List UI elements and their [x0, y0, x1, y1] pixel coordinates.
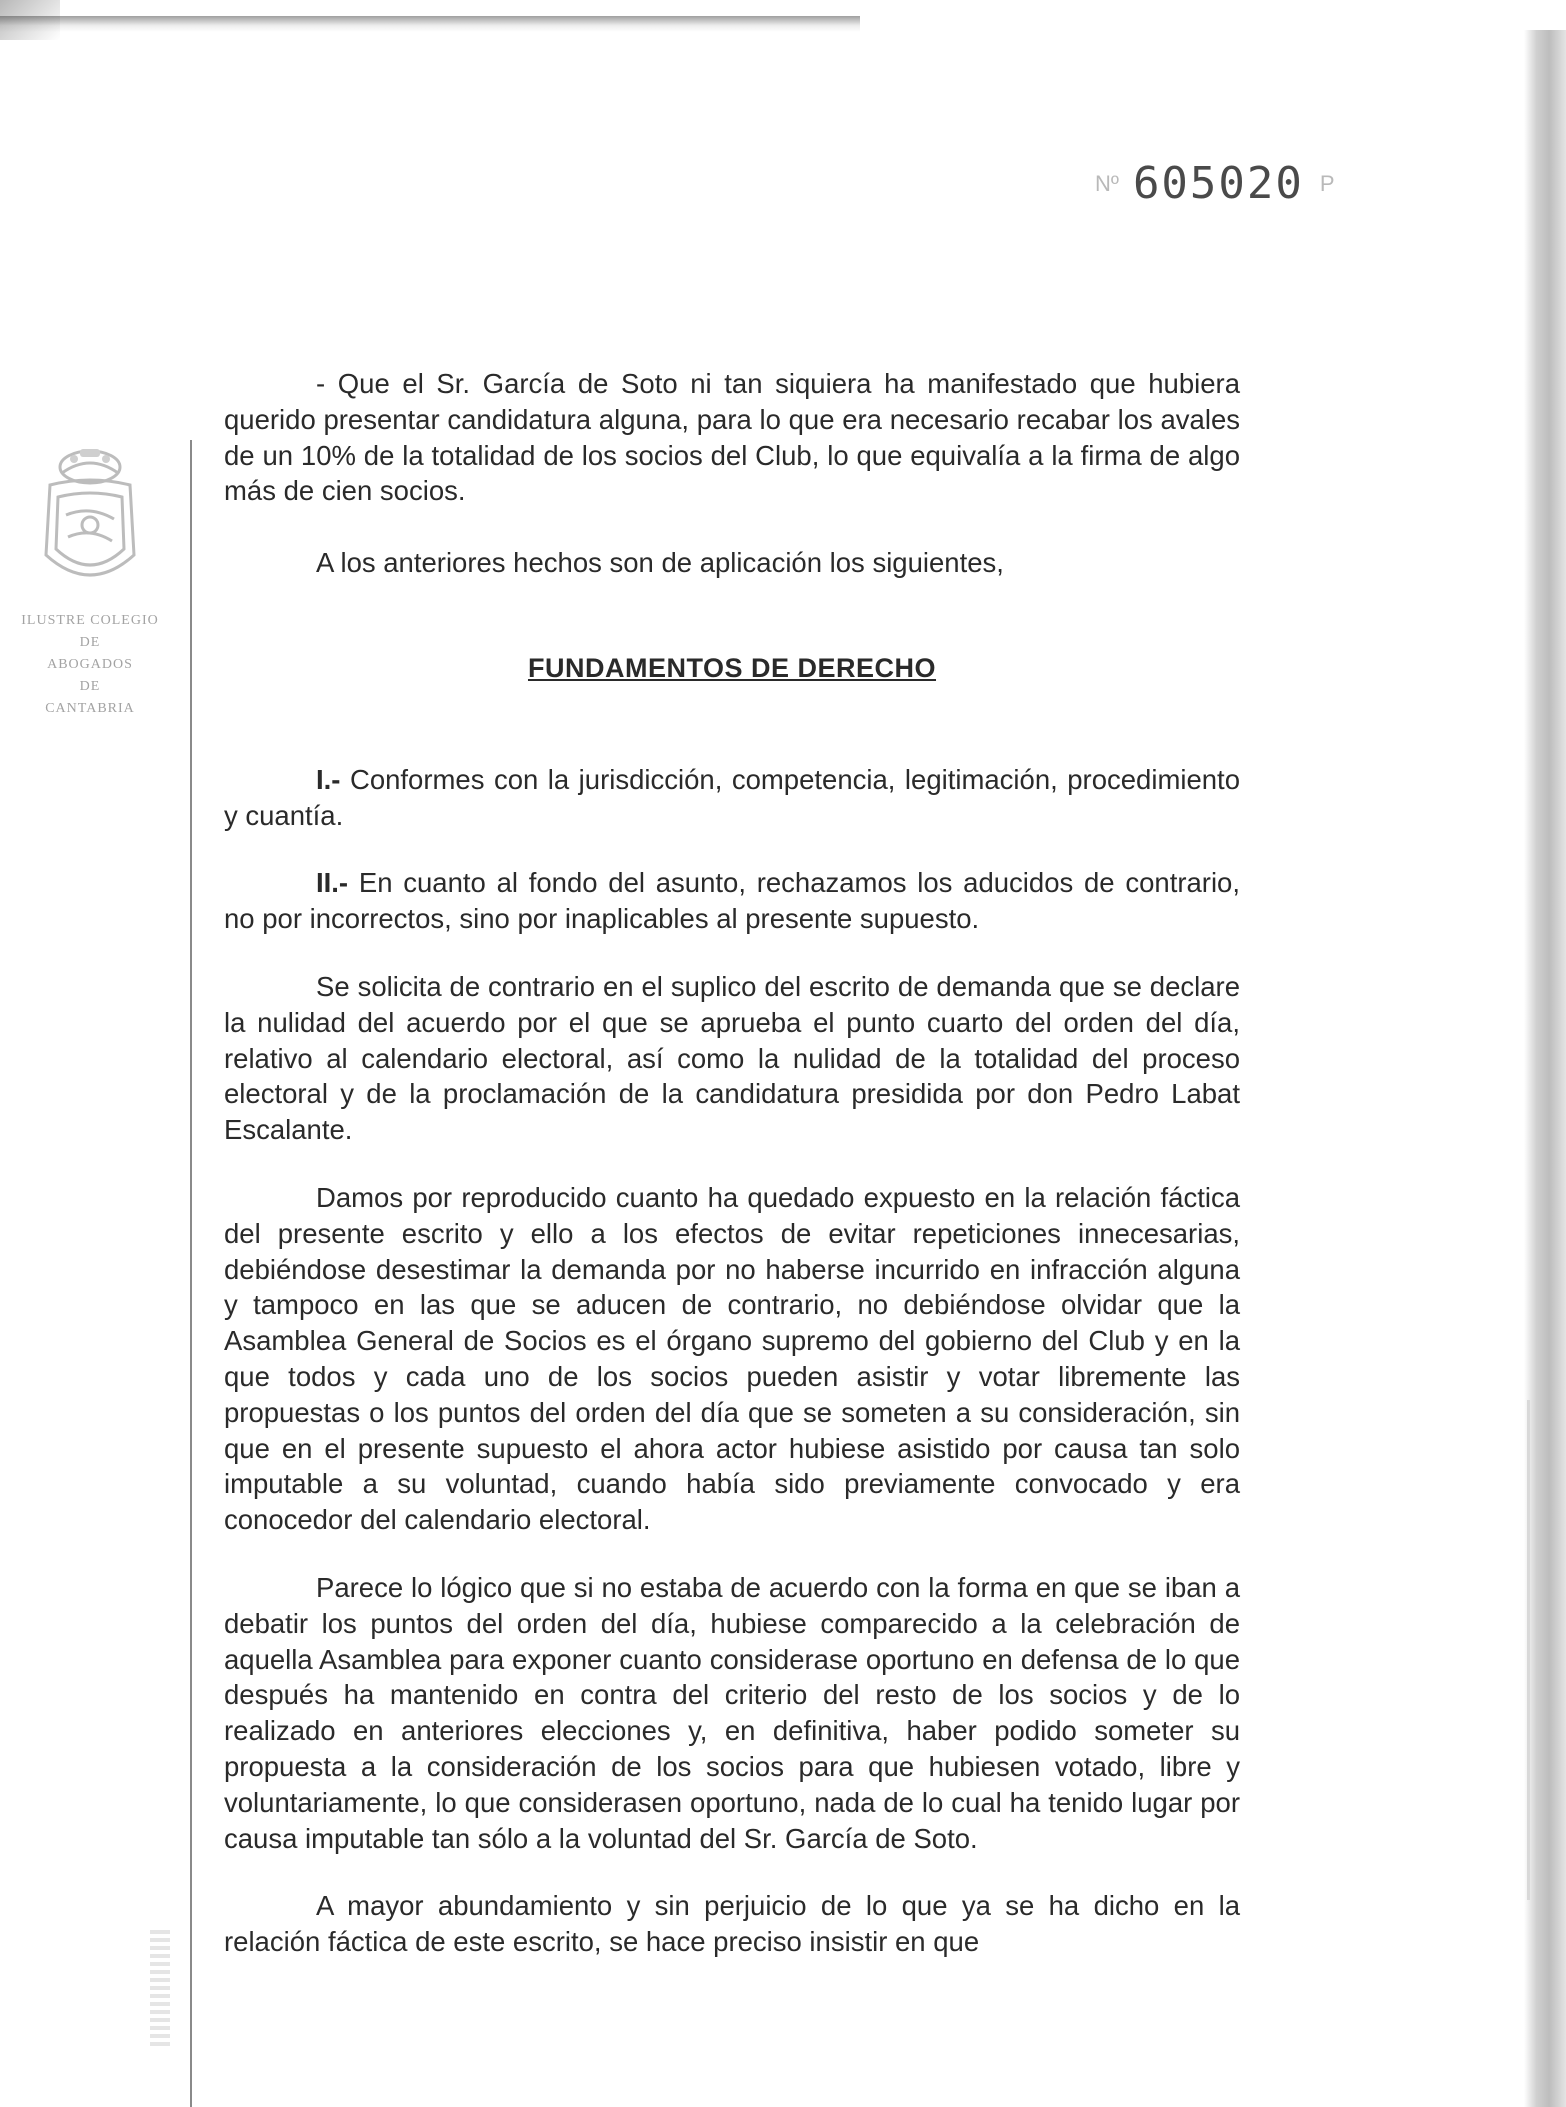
- paragraph-fundamento-2: [224, 865, 1240, 937]
- scan-shadow-right: [1524, 30, 1566, 2107]
- seal-caption: [0, 610, 180, 720]
- document-body: [224, 366, 1240, 1960]
- seal-caption-line: ABOGADOS: [47, 657, 133, 672]
- paragraph: A mayor abundamiento y sin perjuicio de lo que ya se ha dicho en la relación fáctica de este escrito, se hace preciso insistir en que: [224, 1890, 1240, 1958]
- paragraph: Se solicita de contrario en el suplico del escrito de demanda que se declare la nulidad del acuerdo por el que se aprueba el punto cuarto del orden del día, relativo al calendario electoral, así como la nulidad de la totalidad del proceso electoral y de la proclamación de la candidatura presidida por don Pedro Labat Escalante.: [224, 970, 1240, 1146]
- scan-shadow-top: [0, 16, 860, 32]
- margin-stamp-mark: [150, 1930, 170, 2050]
- fundamento-numeral: II.-: [316, 867, 349, 899]
- seal-caption-line: CANTABRIA: [45, 701, 135, 716]
- paragraph: Damos por reproducido cuanto ha quedado expuesto en la relación fáctica del presente escrito y ello a los efectos de evitar repeticiones innecesarias, debiéndose desestimar la demanda por no haberse incurrido en infracción alguna y tampoco en las que se aducen de contrario, no debiéndose olvidar que la Asamblea General de Socios es el órgano supremo del gobierno del Club y en la que todos y cada uno de los socios pueden asistir y votar libremente las propuestas o los puntos del orden del día que se someten a su consideración, sin que en el presente supuesto el ahora actor hubiese asistido por causa tan solo imputable a su voluntad, cuando había sido previamente convocado y era conocedor del calendario electoral.: [224, 1181, 1240, 1536]
- document-number-prefix: Nº: [1095, 170, 1119, 196]
- fundamento-numeral: I.-: [316, 763, 341, 795]
- seal-caption-line: DE: [79, 679, 101, 694]
- document-number: [1095, 158, 1375, 218]
- paragraph-fundamento-1: [224, 762, 1240, 834]
- seal-caption-line: ILUSTRE COLEGIO: [21, 613, 159, 628]
- paragraph: A los anteriores hechos son de aplicación los siguientes,: [316, 547, 1004, 579]
- bar-association-seal-icon: [10, 445, 170, 595]
- section-heading: FUNDAMENTOS DE DERECHO: [527, 652, 937, 683]
- paragraph: Parece lo lógico que si no estaba de acuerdo con la forma en que se iban a debatir los puntos del orden del día, hubiese comparecido a la celebración de aquella Asamblea para exponer cuanto considerase oportuno en defensa de lo que después ha mantenido en contra del criterio del resto de los socios y de lo realizado en anteriores elecciones y, en definitiva, haber podido someter su propuesta a la consideración de los socios para que hubiesen votado, libre y voluntariamente, lo que considerasen oportuno, nada de lo cual ha tenido lugar por causa imputable tan sólo a la voluntad del Sr. García de Soto.: [224, 1571, 1240, 1854]
- document-number-suffix: P: [1319, 170, 1335, 196]
- fundamento-text: Conformes con la jurisdicción, competencia, legitimación, procedimiento y cuantía.: [224, 763, 1240, 831]
- paragraph: - Que el Sr. García de Soto ni tan siquiera ha manifestado que hubiera querido presentar candidatura alguna, para lo que era necesario recabar los avales de un 10% de la totalidad de los socios del Club, lo que equivalía a la firma de algo más de cien socios.: [224, 368, 1240, 507]
- document-number-value: 605020: [1132, 158, 1304, 209]
- scan-shadow-right-line: [1527, 1400, 1530, 1900]
- margin-rule: [190, 440, 192, 2107]
- seal-caption-line: DE: [79, 635, 101, 650]
- fundamento-text: En cuanto al fondo del asunto, rechazamos los aducidos de contrario, no por incorrectos, sino por inaplicables al presente supuesto.: [224, 867, 1240, 935]
